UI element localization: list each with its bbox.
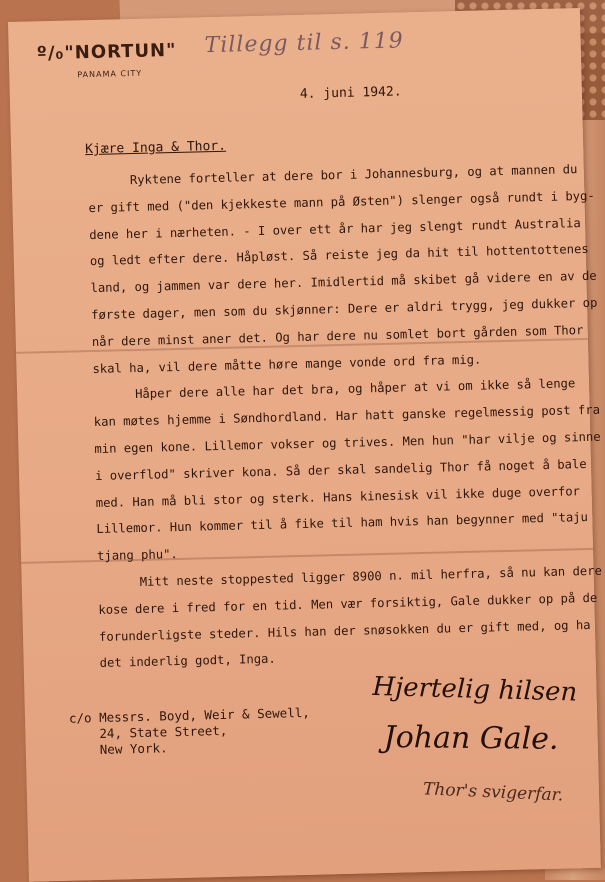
address-line: New York.	[99, 740, 168, 757]
body-line: Mitt neste stoppested ligger 8900 n. mil herfra, så nu kan dere	[139, 563, 603, 589]
signature-name: Johan Gale.	[383, 719, 559, 757]
body-line: første dager, men som du skjønner: Dere er aldri trygg, jeg dukker op	[91, 295, 598, 323]
letter-sheet	[8, 8, 601, 882]
body-line: Håper dere alle har det bra, og håper at vi om ikke så lenge	[134, 376, 576, 402]
body-line: det inderlig godt, Inga.	[99, 651, 276, 671]
body-line: skal ha, vil dere måtte høre mange vonde ord fra mig.	[92, 352, 482, 376]
letterhead-name: º/₀"NORTUN"	[36, 39, 177, 65]
address-line: c/o Messrs. Boyd, Weir & Sewell,	[68, 704, 310, 726]
body-line: kan møtes hjemme i Søndhordland. Har hatt ganske regelmessig post fra	[93, 402, 601, 430]
body-line: Ryktene forteller at dere bor i Johannesburg, og at mannen du	[129, 162, 578, 188]
body-line: min egen kone. Lillemor vokser og trives. Men hun "har vilje og sinne	[94, 429, 601, 456]
body-line: med. Han må bli stor og sterk. Hans kinesisk vil ikke duge overfor	[95, 483, 581, 510]
body-line: dene her i nærheten. - I over ett år har jeg slengt rundt Australia	[89, 215, 581, 242]
body-line: forunderligste steder. Hils han der snøsokken du er gift med, og ha	[98, 617, 591, 644]
body-line: land, og jammen var dere her. Imidlertid må skibet gå videre en av de	[90, 268, 597, 296]
body-line: i overflod" skriver kona. Så der skal sandelig Thor få noget å bale	[94, 456, 587, 483]
address-line: 24, State Street,	[99, 722, 228, 741]
letter-date: 4. juni 1942.	[299, 84, 402, 102]
salutation: Kjære Inga & Thor.	[84, 138, 227, 158]
body-line: kose dere i fred for en tid. Men vær forsiktig, Gale dukker op på de	[98, 590, 598, 617]
signature-closing: Hjertelig hilsen	[372, 671, 578, 708]
letter-body	[88, 156, 603, 677]
letterhead-city: PANAMA CITY	[77, 68, 143, 80]
body-line: og ledt efter dere. Håpløst. Så reiste jeg da hit til hottentottenes	[89, 242, 589, 269]
signature-relation: Thor's svigerfar.	[422, 779, 564, 806]
return-address	[69, 705, 311, 759]
body-line: Lillemor. Hun kommer til å fike til ham hvis han begynner med "taju	[96, 510, 589, 537]
body-line: er gift med ("den kjekkeste mann på Østen") slenger også rundt i byg-	[88, 188, 595, 215]
handwritten-annotation: Tillegg til s. 119	[204, 28, 405, 59]
body-line: tjang phu".	[96, 547, 178, 564]
body-line: når dere minst aner det. Og har dere nu somlet bort gården som Thor	[91, 322, 584, 349]
